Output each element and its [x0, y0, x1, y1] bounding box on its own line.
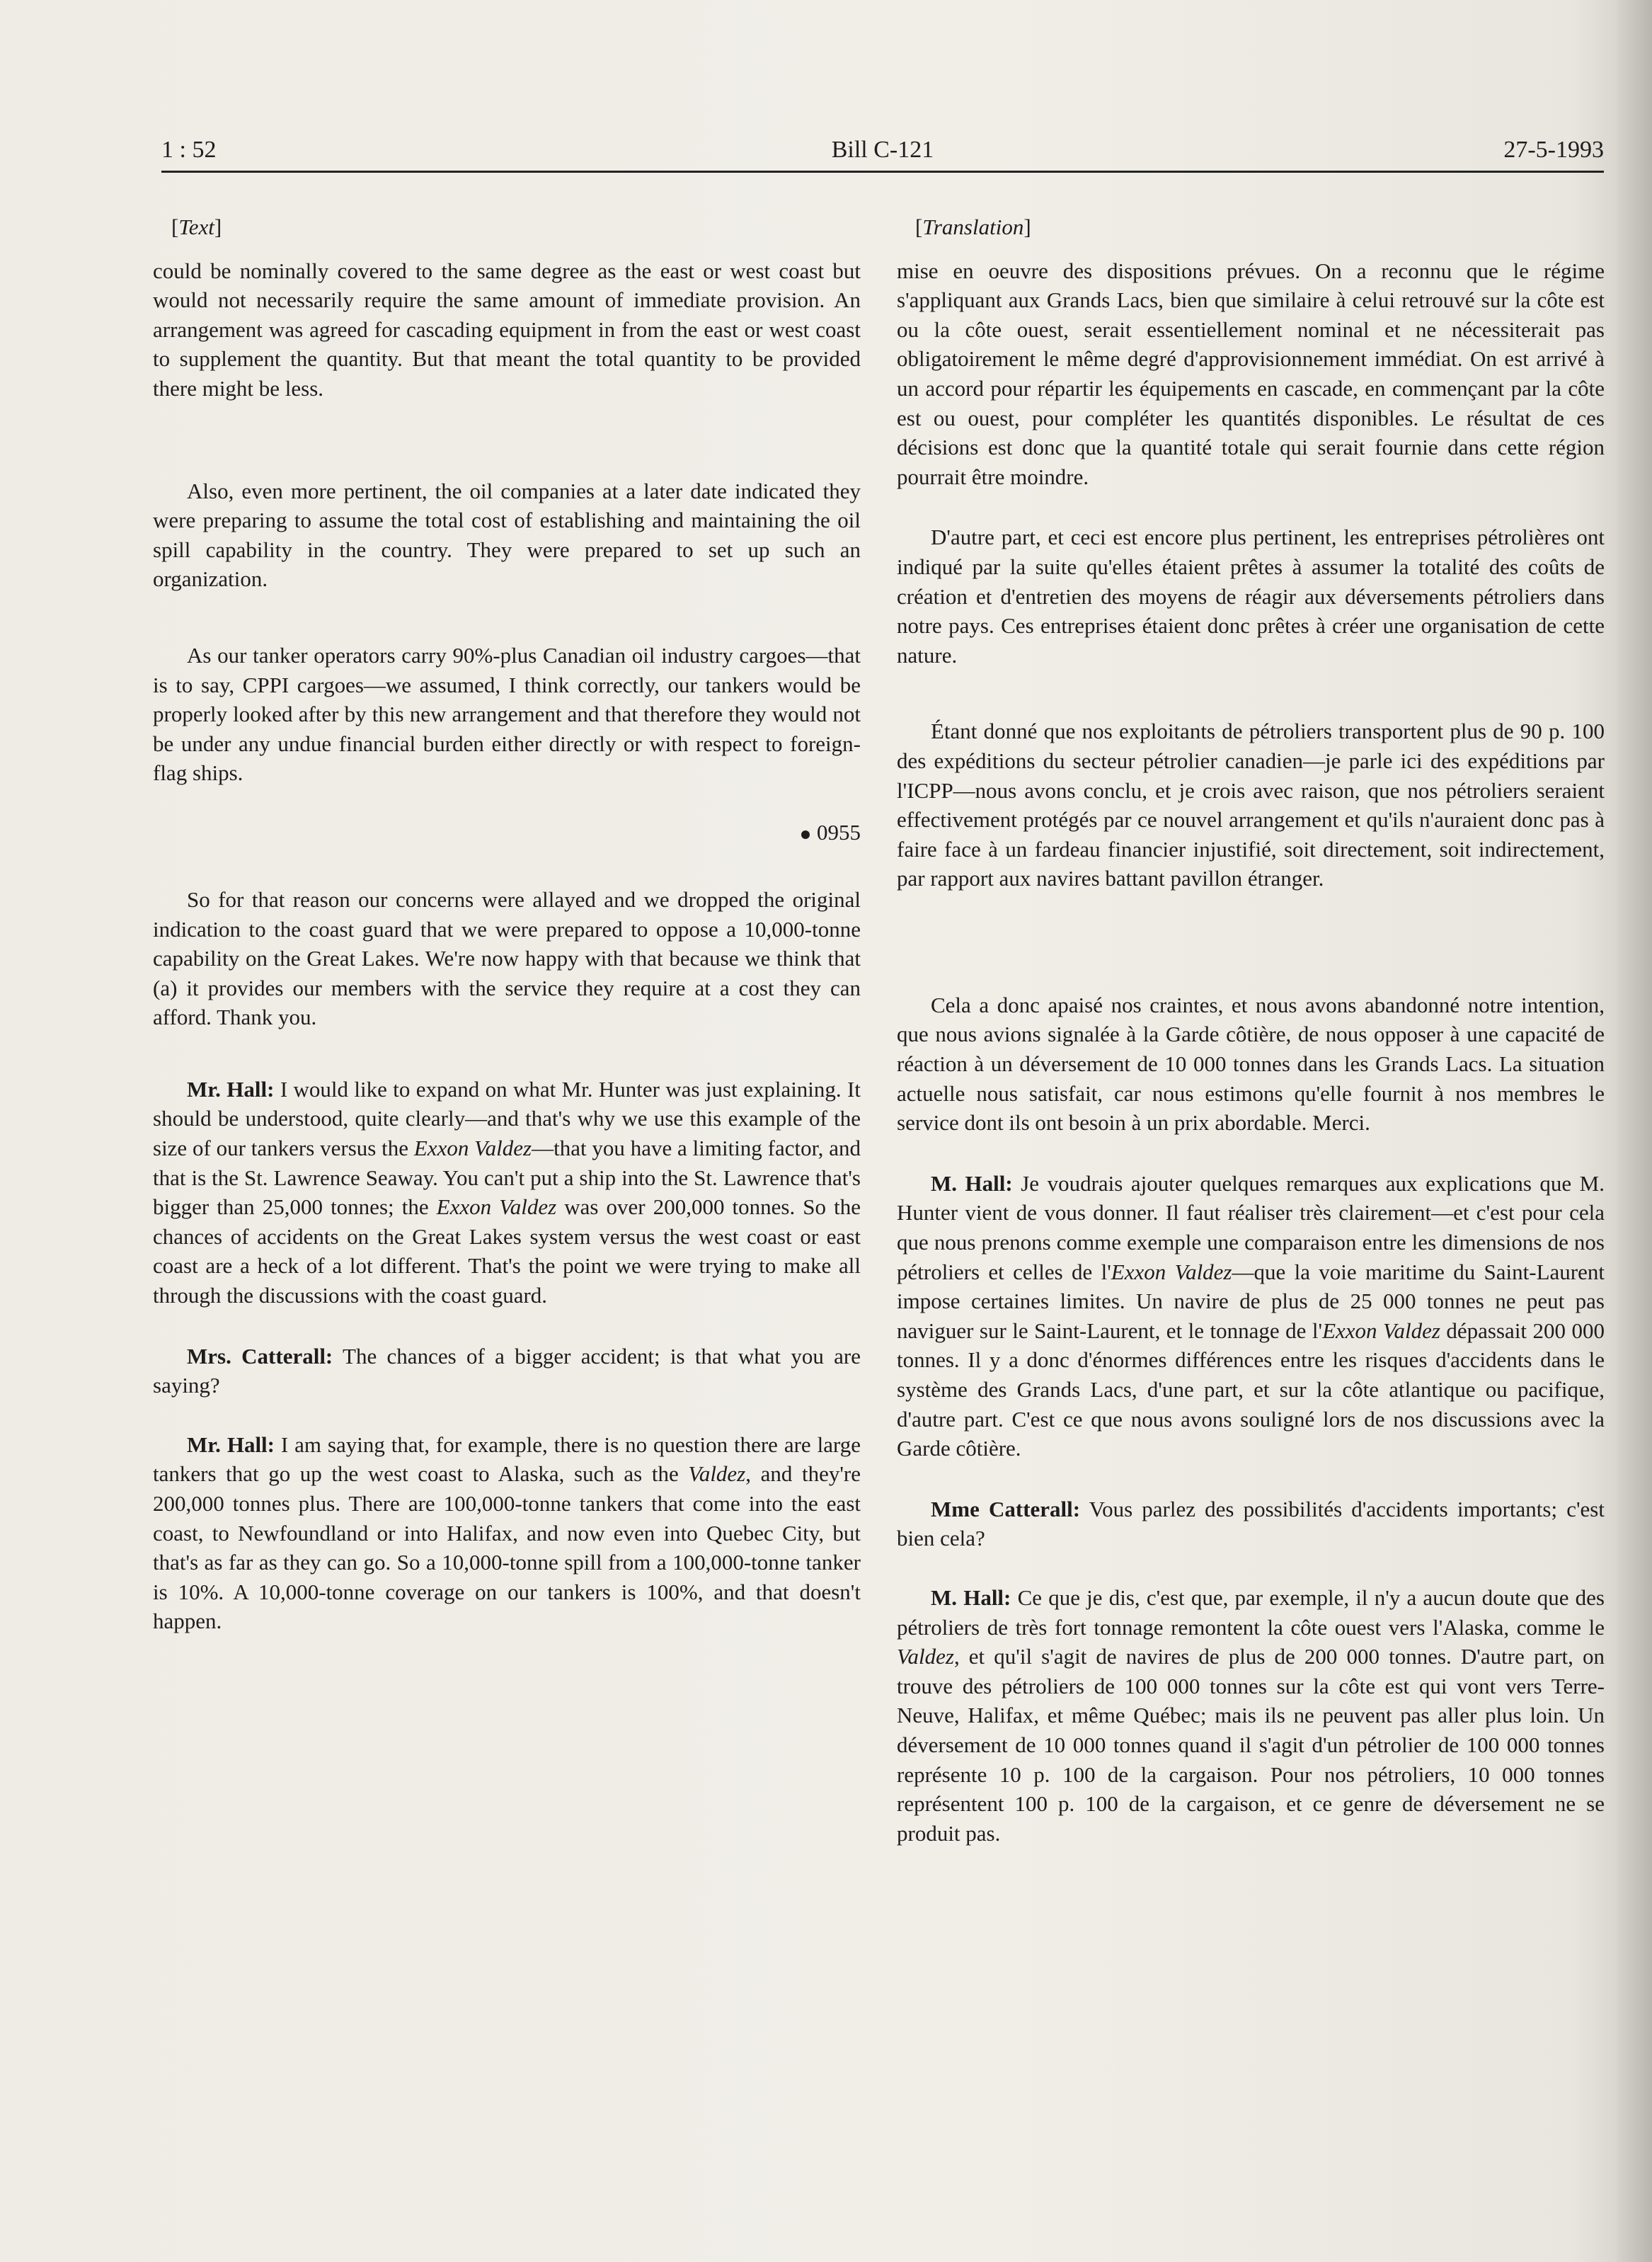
column-label: [Text]	[171, 215, 222, 239]
timestamp: 0955	[153, 818, 861, 847]
page-date: 27-5-1993	[1503, 137, 1604, 163]
french-column	[897, 212, 1605, 1848]
speaker-name: Mme Catterall:	[931, 1496, 1081, 1521]
paragraph: D'autre part, et ceci est encore plus pertinent, les entreprises pétrolières ont indiqué par la suite qu'elles étaient prêtes à assumer la totalité des coûts de création et d'entretien des moyens de réagir aux déversements pétroliers dans notre pays. Ces entreprises étaient donc prêtes à créer une organisation de cette nature.	[897, 525, 1605, 668]
speech-paragraph: Mr. Hall: I am saying that, for example, there is no question there are large tankers that go up the west coast to Alaska, such as the Valdez, and they're 200,000 tonnes plus. There are 100,000-tonne tankers that come into the east coast, to Newfoundland or into Halifax, and now even into Quebec City, but that's as far as they can go. So a 10,000-tonne spill from a 100,000-tonne tanker is 10%. A 10,000-tonne coverage on our tankers is 100%, and that doesn't happen.	[153, 1432, 861, 1634]
paragraph: could be nominally covered to the same degree as the east or west coast but would not necessarily require the same amount of immediate provision. An arrangement was agreed for cascading equipment in from the east or west coast to supplement the quantity. But that meant the total quantity to be provided there might be less.	[153, 258, 861, 401]
paragraph: Étant donné que nos exploitants de pétroliers transportent plus de 90 p. 100 des expéditions du secteur pétrolier canadien—je parle ici des expéditions par l'ICPP—nous avons conclu, et je crois avec raison, que nos pétroliers seraient effectivement protégés par ce nouvel arrangement et qu'ils n'auraient donc pas à faire face à un fardeau financier injustifié, soit directement, soit indirectement, par rapport aux navires battant pavillon étranger.	[897, 719, 1605, 891]
bill-title: Bill C-121	[831, 137, 934, 163]
paragraph: As our tanker operators carry 90%-plus Canadian oil industry cargoes—that is to say, CPPI cargoes—we assumed, I think correctly, our tankers would be properly looked after by this new arrangement and that therefore they would not be under any undue financial burden either directly or with respect to foreign-flag ships.	[153, 642, 861, 786]
speech-paragraph: Mme Catterall: Vous parlez des possibilités d'accidents importants; c'est bien cela?	[897, 1496, 1605, 1551]
paragraph: mise en oeuvre des dispositions prévues. On a reconnu que le régime s'appliquant aux Grands Lacs, bien que similaire à celui retrouvé sur la côte est ou la côte ouest, serait essentiellement nominal et ne nécessiterait pas obligatoirement le même degré d'approvisionnement immédiat. On est arrivé à un accord pour répartir les équipements en cascade, en commençant par la côte est ou ouest, pour compléter les quantités disponibles. Le résultat de ces décisions est donc que la quantité totale qui serait fournie dans cette région pourrait être moindre.	[897, 258, 1605, 489]
speaker-name: M. Hall:	[931, 1584, 1011, 1610]
english-column	[153, 212, 861, 1636]
paragraph: So for that reason our concerns were allayed and we dropped the original indication to the coast guard that we were prepared to oppose a 10,000-tonne capability on the Great Lakes. We're now happy with that because we think that (a) it provides our members with the service they require at a cost they can afford. Thank you.	[153, 886, 861, 1030]
column-label: [Translation]	[915, 215, 1031, 239]
speaker-name: M. Hall:	[931, 1170, 1013, 1196]
page-number: 1 : 52	[161, 137, 217, 163]
page-header	[161, 137, 1604, 173]
speaker-name: Mr. Hall:	[187, 1076, 275, 1102]
speech-paragraph: Mrs. Catterall: The chances of a bigger accident; is that what you are saying?	[153, 1343, 861, 1398]
speech-paragraph: Mr. Hall: I would like to expand on what Mr. Hunter was just explaining. It should be understood, quite clearly—and that's why we use this example of the size of our tankers versus the Exxon Valdez—that you have a limiting factor, and that is the St. Lawrence Seaway. You can't put a ship into the St. Lawrence that's bigger than 25,000 tonnes; the Exxon Valdez was over 200,000 tonnes. So the chances of accidents on the Great Lakes system versus the west coast or east coast are a heck of a lot different. That's the point we were trying to make all through the discussions with the coast guard.	[153, 1076, 861, 1308]
bullet-icon	[801, 830, 810, 839]
page-edge	[1617, 0, 1652, 2262]
speech-paragraph: M. Hall: Ce que je dis, c'est que, par exemple, il n'y a aucun doute que des pétroliers de très fort tonnage remontent la côte ouest vers l'Alaska, comme le Valdez, et qu'il s'agit de navires de plus de 200 000 tonnes. D'autre part, on trouve des pétroliers de 100 000 tonnes sur la côte est qui vont vers Terre-Neuve, Halifax, et même Québec; mais ils ne peuvent pas aller plus loin. Un déversement de 10 000 tonnes quand il s'agit d'un pétrolier de 100 000 tonnes représente 10 p. 100 de la cargaison. Pour nos pétroliers, 10 000 tonnes représentent 100 p. 100 de la cargaison, et ce genre de déversement ne se produit pas.	[897, 1584, 1605, 1846]
speaker-name: Mrs. Catterall:	[187, 1343, 333, 1369]
speech-paragraph: M. Hall: Je voudrais ajouter quelques remarques aux explications que M. Hunter vient de vous donner. Il faut réaliser très clairement—et c'est pour cela que nous prenons comme exemple une comparaison entre les dimensions de nos pétroliers et celles de l'Exxon Valdez—que la voie maritime du Saint-Laurent impose certaines limites. Un navire de plus de 25 000 tonnes ne peut pas naviguer sur le Saint-Laurent, et le tonnage de l'Exxon Valdez dépassait 200 000 tonnes. Il y a donc d'énormes différences entre les risques d'accidents dans le système des Grands Lacs, d'une part, et sur la côte atlantique ou pacifique, d'autre part. C'est ce que nous avons souligné lors de nos discussions avec la Garde côtière.	[897, 1170, 1605, 1461]
speaker-name: Mr. Hall:	[187, 1432, 275, 1457]
paragraph: Cela a donc apaisé nos craintes, et nous avons abandonné notre intention, que nous avions signalée à la Garde côtière, de nous opposer à une capacité de réaction à un déversement de 10 000 tonnes dans les Grands Lacs. La situation actuelle nous satisfait, car nous estimons qu'elle fournit à nos membres le service dont ils ont besoin à un prix abordable. Merci.	[897, 992, 1605, 1136]
paragraph: Also, even more pertinent, the oil companies at a later date indicated they were preparing to assume the total cost of establishing and maintaining the oil spill capability in the country. They were prepared to set up such an organization.	[153, 478, 861, 592]
